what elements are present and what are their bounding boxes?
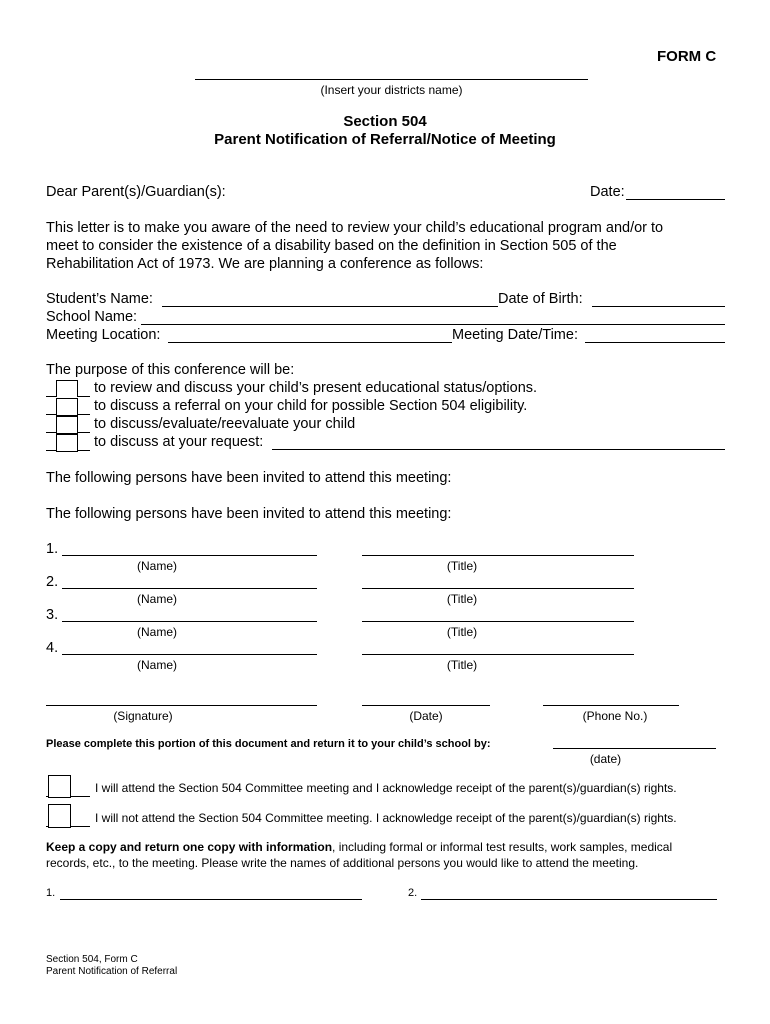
person-number-1: 1. <box>46 541 59 557</box>
student-name-field[interactable] <box>162 306 498 307</box>
person-3-name-field[interactable] <box>62 621 317 622</box>
keep-copy-line-2: records, etc., to the meeting. Please write the names of additional persons you would like to attend the meeting. <box>46 856 639 870</box>
date-label: Date: <box>590 184 625 200</box>
meeting-location-label: Meeting Location: <box>46 327 161 343</box>
footer-line-1: Section 504, Form C <box>46 954 138 965</box>
school-name-field[interactable] <box>141 324 725 325</box>
signature-date-field[interactable] <box>362 705 490 706</box>
invited-line-1: The following persons have been invited to attend this meeting: <box>46 470 452 486</box>
intro-line-2: meet to consider the existence of a disability based on the definition in Section 505 of the <box>46 238 617 254</box>
person-2-title-caption: (Title) <box>446 592 478 606</box>
keep-copy-rest: , including formal or informal test results, work samples, medical <box>332 840 673 854</box>
intro-line-1: This letter is to make you aware of the need to review your child’s educational program and/or to <box>46 220 664 236</box>
purpose-option-4: to discuss at your request: <box>94 434 264 450</box>
person-1-name-caption: (Name) <box>136 559 177 573</box>
student-name-label: Student’s Name: <box>46 291 153 307</box>
keep-copy-line-1 <box>46 840 672 854</box>
district-name-line[interactable] <box>195 79 588 80</box>
dob-label: Date of Birth: <box>498 291 583 307</box>
person-2-title-field[interactable] <box>362 588 634 589</box>
person-4-title-field[interactable] <box>362 654 634 655</box>
dob-field[interactable] <box>592 306 725 307</box>
signature-caption: (Signature) <box>113 709 173 723</box>
person-3-title-field[interactable] <box>362 621 634 622</box>
attend-checkbox[interactable] <box>48 775 71 798</box>
purpose-checkbox-1[interactable] <box>56 380 78 397</box>
return-date-caption: (date) <box>589 752 622 766</box>
return-date-field[interactable] <box>553 748 716 749</box>
person-1-title-caption: (Title) <box>446 559 478 573</box>
school-name-label: School Name: <box>46 309 138 325</box>
person-number-4: 4. <box>46 640 59 656</box>
person-3-name-caption: (Name) <box>136 625 177 639</box>
person-2-name-field[interactable] <box>62 588 317 589</box>
keep-copy-bold: Keep a copy and return one copy with information <box>46 840 333 854</box>
additional-person-1-field[interactable] <box>60 899 362 900</box>
additional-number-1: 1. <box>46 887 56 899</box>
invited-line-2: The following persons have been invited to attend this meeting: <box>46 506 452 522</box>
purpose-checkbox-2[interactable] <box>56 398 78 416</box>
meeting-location-field[interactable] <box>168 342 452 343</box>
request-field[interactable] <box>272 449 725 450</box>
signature-date-caption: (Date) <box>409 709 443 723</box>
additional-person-2-field[interactable] <box>421 899 717 900</box>
person-2-name-caption: (Name) <box>136 592 177 606</box>
phone-caption: (Phone No.) <box>582 709 648 723</box>
footer-line-2: Parent Notification of Referral <box>46 966 178 977</box>
purpose-checkbox-4[interactable] <box>56 434 78 452</box>
intro-line-3: Rehabilitation Act of 1973. We are planning a conference as follows: <box>46 256 484 272</box>
date-line[interactable] <box>626 199 725 200</box>
person-number-2: 2. <box>46 574 59 590</box>
purpose-option-2: to discuss a referral on your child for possible Section 504 eligibility. <box>94 398 528 414</box>
phone-field[interactable] <box>543 705 679 706</box>
title-section: Section 504 <box>343 113 427 130</box>
person-4-title-caption: (Title) <box>446 658 478 672</box>
additional-number-2: 2. <box>408 887 418 899</box>
return-instruction: Please complete this portion of this document and return it to your child’s school by: <box>46 738 491 750</box>
not-attend-checkbox[interactable] <box>48 804 71 828</box>
meeting-datetime-label: Meeting Date/Time: <box>452 327 578 343</box>
purpose-option-3: to discuss/evaluate/reevaluate your child <box>94 416 356 432</box>
purpose-option-1: to review and discuss your child’s present educational status/options. <box>94 380 538 396</box>
title-main: Parent Notification of Referral/Notice of Meeting <box>214 131 556 148</box>
not-attend-statement: I will not attend the Section 504 Committee meeting. I acknowledge receipt of the parent(s)/guardian(s) rights. <box>95 811 677 825</box>
meeting-datetime-field[interactable] <box>585 342 725 343</box>
person-4-name-caption: (Name) <box>136 658 177 672</box>
person-4-name-field[interactable] <box>62 654 317 655</box>
district-caption: (Insert your districts name) <box>320 83 463 97</box>
form-label: FORM C <box>657 48 717 65</box>
person-1-name-field[interactable] <box>62 555 317 556</box>
purpose-checkbox-3[interactable] <box>56 416 78 434</box>
person-number-3: 3. <box>46 607 59 623</box>
greeting: Dear Parent(s)/Guardian(s): <box>46 184 226 200</box>
attend-statement: I will attend the Section 504 Committee meeting and I acknowledge receipt of the parent(s)/guardian(s) rights. <box>95 781 677 795</box>
purpose-heading: The purpose of this conference will be: <box>46 362 295 378</box>
person-1-title-field[interactable] <box>362 555 634 556</box>
person-3-title-caption: (Title) <box>446 625 478 639</box>
signature-field[interactable] <box>46 705 317 706</box>
